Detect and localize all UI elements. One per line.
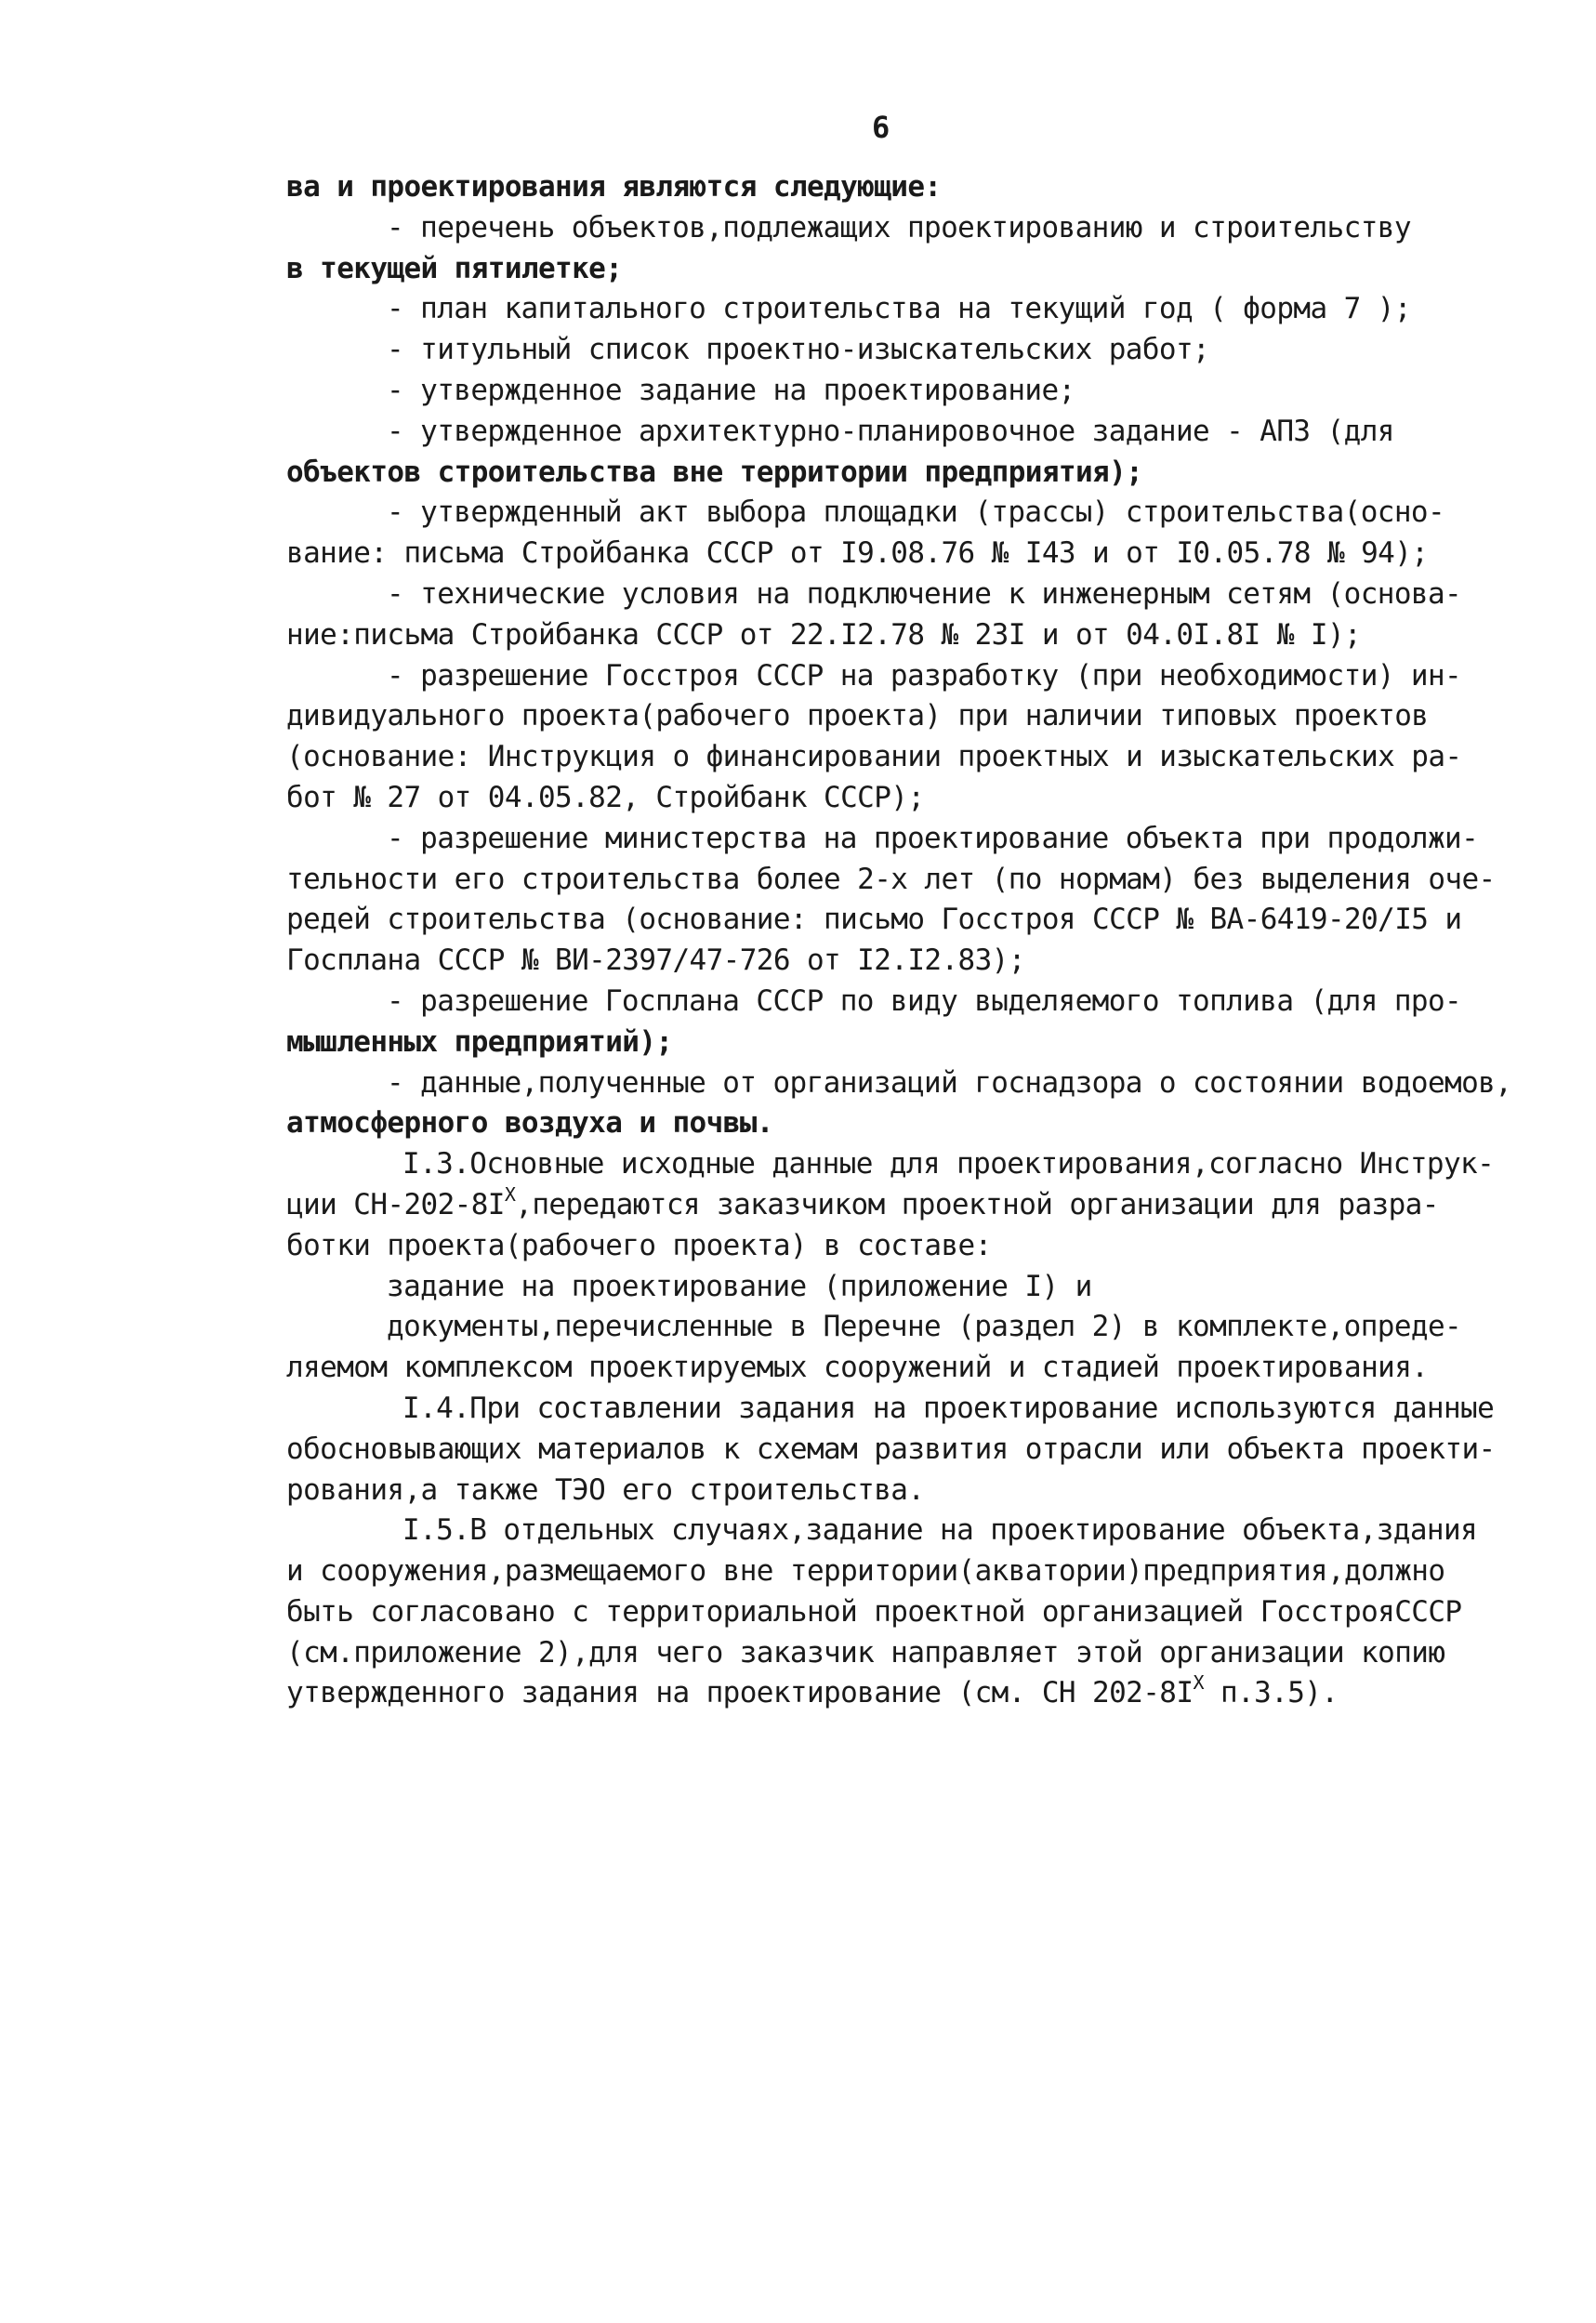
text-line: - данные,полученные от организаций госнадзора о состоянии водоемов, xyxy=(387,1065,1512,1100)
text-line: задание на проектирование (приложение I) и xyxy=(387,1269,1092,1303)
text-line: - титульный список проектно-изыскательских работ; xyxy=(387,333,1210,367)
text-line: - разрешение Госстроя СССР на разработку (при необходимости) ин- xyxy=(387,658,1462,693)
text-line: - утвержденное архитектурно-планировочное задание - АПЗ (для xyxy=(387,414,1394,448)
text-line: в текущей пятилетке; xyxy=(286,251,623,285)
text-line: - перечень объектов,подлежащих проектированию и строительству xyxy=(387,210,1411,244)
text-line: бот № 27 от 04.05.82, Стройбанк СССР); xyxy=(286,780,925,814)
text-line: быть согласовано с территориальной проектной организацией ГосстрояСССР xyxy=(286,1594,1462,1629)
text-line: ботки проекта(рабочего проекта) в составе: xyxy=(286,1228,992,1262)
text-line: I.3.Основные исходные данные для проектирования,согласно Инструк- xyxy=(402,1147,1495,1181)
text-line: - утвержденное задание на проектирование; xyxy=(387,373,1075,407)
text-line: документы,перечисленные в Перечне (раздел 2) в комплекте,опреде- xyxy=(387,1310,1462,1344)
text-line: ва и проектирования являются следующие: xyxy=(286,170,942,204)
text-line: обосновывающих материалов к схемам развития отрасли или объекта проекти- xyxy=(286,1432,1496,1466)
superscript: X xyxy=(504,1182,516,1206)
text-line: - разрешение министерства на проектирование объекта при продолжи- xyxy=(387,821,1479,855)
text-line: - разрешение Госплана СССР по виду выделяемого топлива (для про- xyxy=(387,983,1462,1018)
text-segment: п.3.5). xyxy=(1203,1676,1339,1710)
text-segment: ,передаются заказчиком проектной организации для разра- xyxy=(515,1187,1439,1221)
text-line: - технические условия на подключение к инженерным сетям (основа- xyxy=(387,576,1462,611)
body-text xyxy=(286,167,1512,1714)
text-line: вание: письма Стройбанка СССР от I9.08.76 № I43 и от I0.05.78 № 94); xyxy=(286,536,1429,571)
text-line: Госплана СССР № ВИ-2397/47-726 от I2.I2.83); xyxy=(286,944,1025,978)
text-line: мышленных предприятий); xyxy=(286,1024,673,1059)
text-segment: утвержденного задания на проектирование (см. СН 202-8I xyxy=(286,1676,1194,1710)
text-line: - утвержденный акт выбора площадки (трассы) строительства(осно- xyxy=(387,495,1445,530)
text-line xyxy=(286,1182,1495,1226)
text-line: рования,а также ТЭО его строительства. xyxy=(286,1472,925,1507)
text-line: ляемом комплексом проектируемых сооружений и стадией проектирования. xyxy=(286,1351,1429,1385)
text-line: - план капитального строительства на текущий год ( форма 7 ); xyxy=(387,292,1411,326)
text-line: (см.приложение 2),для чего заказчик направляет этой организации копию xyxy=(286,1635,1445,1670)
text-line: и сооружения,размещаемого вне территории(акватории)предприятия,должно xyxy=(286,1554,1445,1589)
superscript: X xyxy=(1193,1671,1204,1695)
text-line: I.4.При составлении задания на проектирование используются данные xyxy=(402,1391,1495,1425)
text-line: атмосферного воздуха и почвы. xyxy=(286,1106,773,1141)
text-line xyxy=(286,1673,1495,1714)
text-line: ние:письма Стройбанка СССР от 22.I2.78 № 23I и от 04.0I.8I № I); xyxy=(286,617,1362,652)
page-number: 6 xyxy=(872,110,890,145)
text-segment: ции СН-202-8I xyxy=(286,1187,505,1221)
text-line: объектов строительства вне территории предприятия); xyxy=(286,455,1143,489)
text-line: редей строительства (основание: письмо Госстроя СССР № ВА-6419-20/I5 и xyxy=(286,903,1462,937)
text-line: дивидуального проекта(рабочего проекта) при наличии типовых проектов xyxy=(286,699,1429,733)
text-line: тельности его строительства более 2-х лет (по нормам) без выделения оче- xyxy=(286,862,1496,896)
text-line: I.5.В отдельных случаях,задание на проектирование объекта,здания xyxy=(402,1513,1478,1548)
text-line: (основание: Инструкция о финансировании проектных и изыскательских ра- xyxy=(286,740,1462,774)
